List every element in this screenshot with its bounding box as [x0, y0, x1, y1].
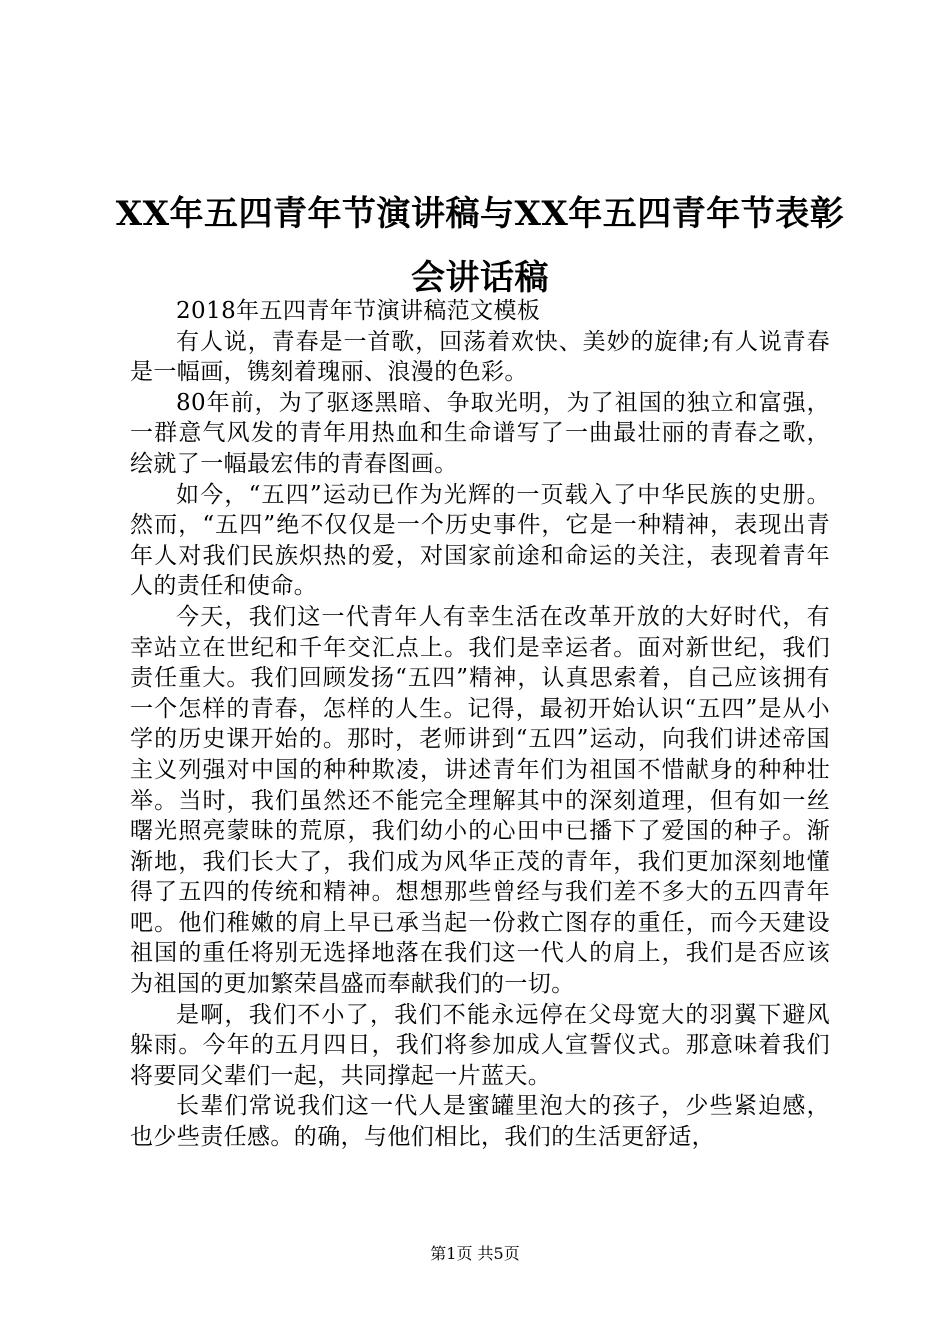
paragraph-subtitle: 2018年五四青年节演讲稿范文模板: [176, 298, 541, 324]
paragraph: 今天，我们这一代青年人有幸生活在改革开放的大好时代，有幸站立在世纪和千年交汇点上。我们是幸运者。面对新世纪，我们责任重大。我们回顾发扬“五四”精神，认真思索着，自己应该拥有一个怎样的青春，怎样的人生。记得，最初开始认识“五四”是从小学的历史课开始的。那时，老师讲到“五四”运动，向我们讲述帝国主义列强对中国的种种欺凌，讲述青年们为祖国不惜献身的种种壮举。当时，我们虽然还不能完全理解其中的深刻道理，但有如一丝曙光照亮蒙昧的荒原，我们幼小的心田中已播下了爱国的种子。渐渐地，我们长大了，我们成为风华正茂的青年，我们更加深刻地懂得了五四的传统和精神。想想那些曾经与我们差不多大的五四青年吧。他们稚嫩的肩上早已承当起一份救亡图存的重任，而今天建设祖国的重任将别无选择地落在我们这一代人的肩上，我们是否应该为祖国的更加繁荣昌盛而奉献我们的一切。: [130, 603, 830, 998]
document-body: [130, 296, 830, 1153]
paragraph: 80年前，为了驱逐黑暗、争取光明，为了祖国的独立和富强，一群意气风发的青年用热血和生命谱写了一曲最壮丽的青春之歌，绘就了一幅最宏伟的青春图画。: [130, 389, 830, 477]
paragraph: 有人说，青春是一首歌，回荡着欢快、美妙的旋律;有人说青春是一幅画，镌刻着瑰丽、浪漫的色彩。: [130, 328, 830, 386]
paragraph: 如今，“五四”运动已作为光辉的一页载入了中华民族的史册。然而，“五四”绝不仅仅是一个历史事件，它是一种精神，表现出青年人对我们民族炽热的爱，对国家前途和命运的关注，表现着青年人的责任和使命。: [130, 481, 830, 600]
document-title: XX年五四青年节演讲稿与XX年五四青年节表彰会讲话稿: [115, 194, 845, 298]
page-number-footer: 第1页 共5页: [430, 1244, 520, 1263]
paragraph: 是啊，我们不小了，我们不能永远停在父母宽大的羽翼下避风躲雨。今年的五月四日，我们将参加成人宣誓仪式。那意味着我们将要同父辈们一起，共同撑起一片蓝天。: [130, 1001, 830, 1089]
paragraph: 长辈们常说我们这一代人是蜜罐里泡大的孩子，少些紧迫感，也少些责任感。的确，与他们相比，我们的生活更舒适，: [130, 1093, 830, 1151]
